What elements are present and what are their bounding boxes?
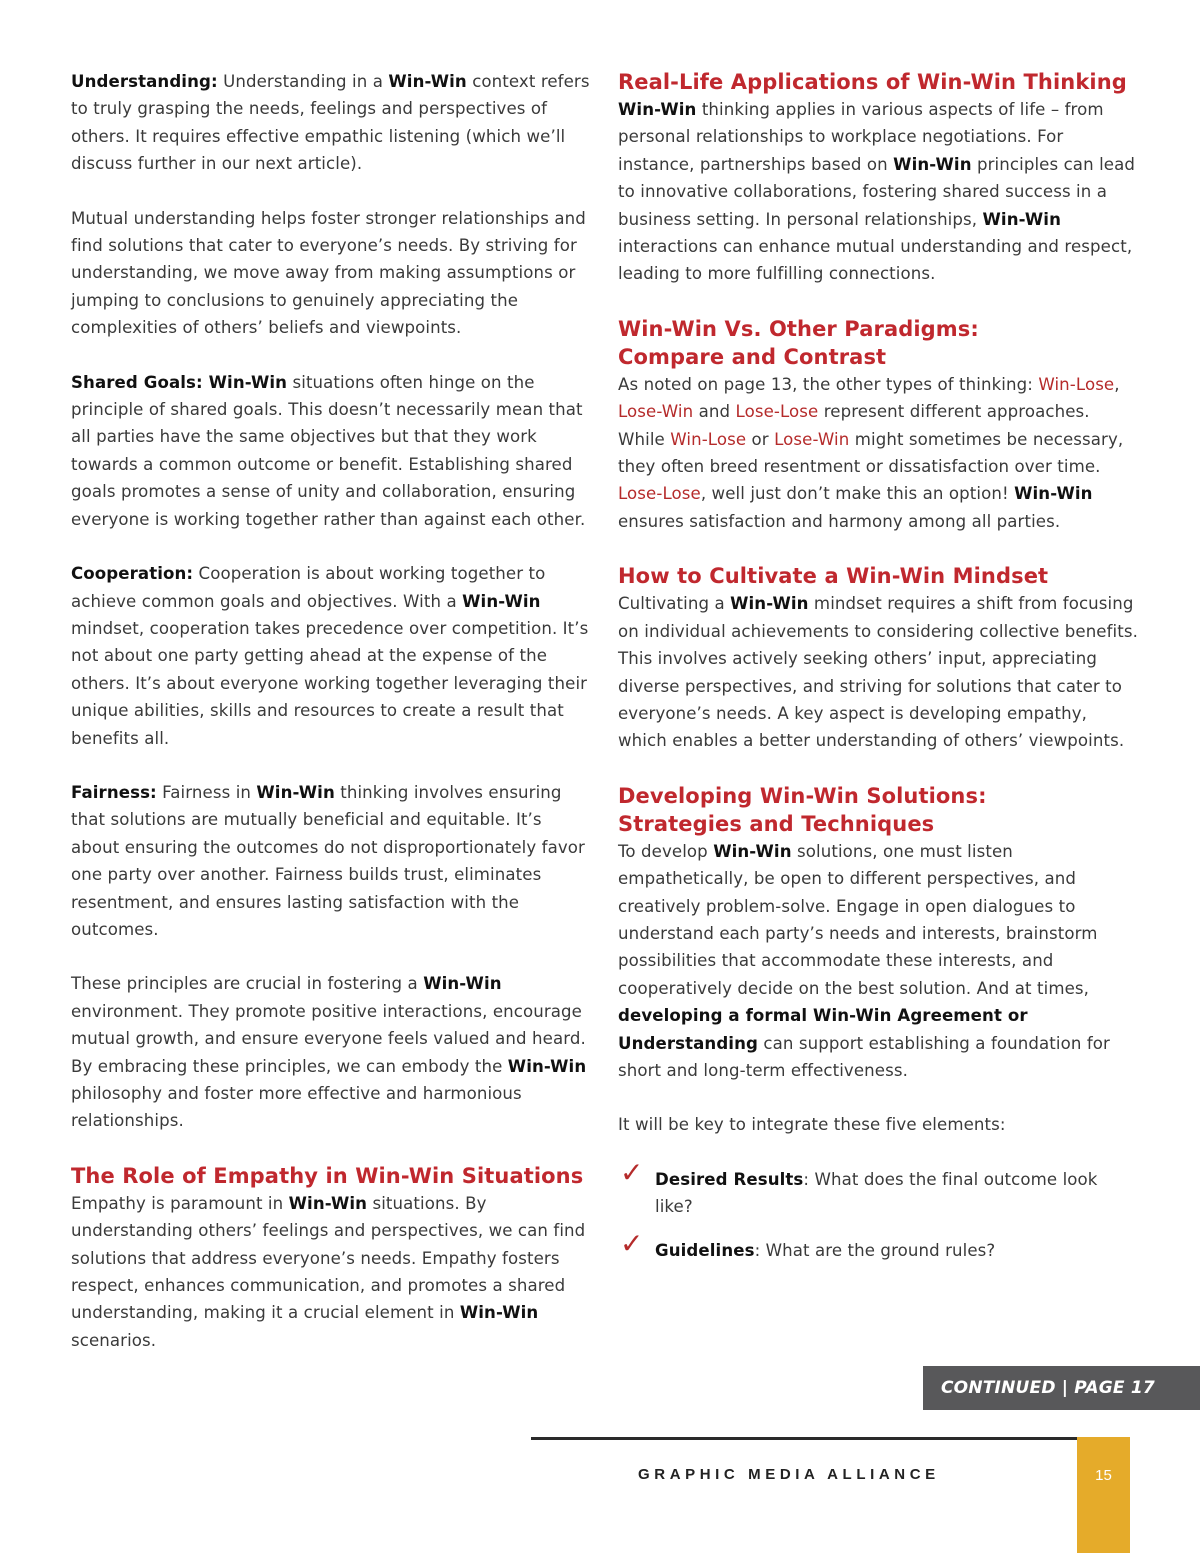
- shared-goals-paragraph: Shared Goals: Win-Win situations often hinge on the principle of shared goals. This doesn’t necessarily mean that all parties have the same objectives but that they work towards a common outcome or benefit. Establishing shared goals promotes a sense of unity and collaboration, ensuring everyone is working together rather than against each other.: [71, 372, 586, 529]
- mutual-understanding-paragraph: Mutual understanding helps foster stronger relationships and find solutions that cater to everyone’s needs. By striving for understanding, we move away from making assumptions or jumping to conclusions to genuinely appreciating the complexities of others’ beliefs and viewpoints.: [71, 208, 586, 338]
- list-item: ✓ Guidelines: What are the ground rules?: [620, 1226, 996, 1260]
- footer-divider: [531, 1437, 1077, 1440]
- principles-paragraph: These principles are crucial in fostering a Win-Win environment. They promote positive interactions, encourage mutual growth, and ensure everyone feels valued and heard. By embracing these principles, we can embody the Win-Win philosophy and foster more effective and harmonious relationships.: [71, 974, 587, 1131]
- empathy-paragraph: Empathy is paramount in Win-Win situations. By understanding others’ feelings and perspectives, we can find solutions that address everyone’s needs. Empathy fosters respect, enhances communication, and promotes a shared understanding, making it a crucial element in Win-Win scenarios.: [71, 1193, 586, 1350]
- solutions-paragraph: To develop Win-Win solutions, one must listen empathetically, be open to different perspectives, and creatively problem-solve. Engage in open dialogues to understand each party’s needs and interests, brainstorm possibilities that accommodate these interests, and cooperatively decide on the best solution. And at times, developing a formal Win-Win Agreement or Understanding can support establishing a foundation for short and long-term effectiveness.: [618, 841, 1110, 1080]
- list-item: ✓ Desired Results: What does the final outcome look like?: [620, 1155, 1098, 1217]
- cooperation-paragraph: Cooperation: Cooperation is about working together to achieve common goals and objectives. With a Win-Win mindset, cooperation takes precedence over competition. It’s not about one party getting ahead at the expense of the others. It’s about everyone working together leveraging their unique abilities, skills and resources to create a result that benefits all.: [71, 564, 589, 748]
- footer-organization: GRAPHIC MEDIA ALLIANCE: [638, 1466, 940, 1483]
- real-life-paragraph: Win-Win thinking applies in various aspects of life – from personal relationships to workplace negotiations. For instance, partnerships based on Win-Win principles can lead to innovative collaborations, fostering shared success in a business setting. In personal relationships, Win-Win interactions can enhance mutual understanding and respect, leading to more fulfilling connections.: [618, 100, 1135, 284]
- page-number: 15: [1095, 1467, 1112, 1484]
- mindset-heading: How to Cultivate a Win-Win Mindset: [618, 564, 1049, 589]
- left-column: [71, 68, 591, 1381]
- paradigms-heading: Win-Win Vs. Other Paradigms: Compare and Contrast: [618, 316, 979, 369]
- checkmark-icon: ✓: [620, 1226, 644, 1260]
- real-life-heading: Real-Life Applications of Win-Win Thinking: [618, 70, 1127, 94]
- understanding-paragraph: Understanding: Understanding in a Win-Win context refers to truly grasping the needs, feelings and perspectives of others. It requires effective empathic listening (which we’ll discuss further in our next article).: [71, 72, 590, 174]
- fairness-paragraph: Fairness: Fairness in Win-Win thinking involves ensuring that solutions are mutually beneficial and equitable. It’s about ensuring the outcomes do not disproportionately favor one party over another. Fairness builds trust, eliminates resentment, and ensures lasting satisfaction with the outcomes.: [71, 782, 585, 939]
- right-column: [618, 68, 1138, 1280]
- paradigms-paragraph: As noted on page 13, the other types of thinking: Win-Lose, Lose-Win and Lose-Lose represent different approaches. While Win-Lose or Lose-Win might sometimes be necessary, they often breed resentment or dissatisfaction over time. Lose-Lose, well just don’t make this an option! Win-Win ensures satisfaction and harmony among all parties.: [618, 374, 1124, 531]
- elements-checklist: [618, 1155, 1138, 1264]
- page-number-tab: [1077, 1437, 1130, 1553]
- checkmark-icon: ✓: [620, 1155, 644, 1189]
- solutions-heading: Developing Win-Win Solutions: Strategies and Techniques: [618, 783, 987, 836]
- empathy-heading: The Role of Empathy in Win-Win Situations: [71, 1163, 584, 1188]
- integrate-paragraph: It will be key to integrate these five elements:: [618, 1115, 1006, 1135]
- mindset-paragraph: Cultivating a Win-Win mindset requires a shift from focusing on individual achievements to considering collective benefits. This involves actively seeking others’ input, appreciating diverse perspectives, and striving for solutions that cater to everyone’s needs. A key aspect is developing empathy, which enables a better understanding of others’ viewpoints.: [618, 594, 1138, 751]
- continued-banner[interactable]: CONTINUED | PAGE 17: [923, 1366, 1200, 1410]
